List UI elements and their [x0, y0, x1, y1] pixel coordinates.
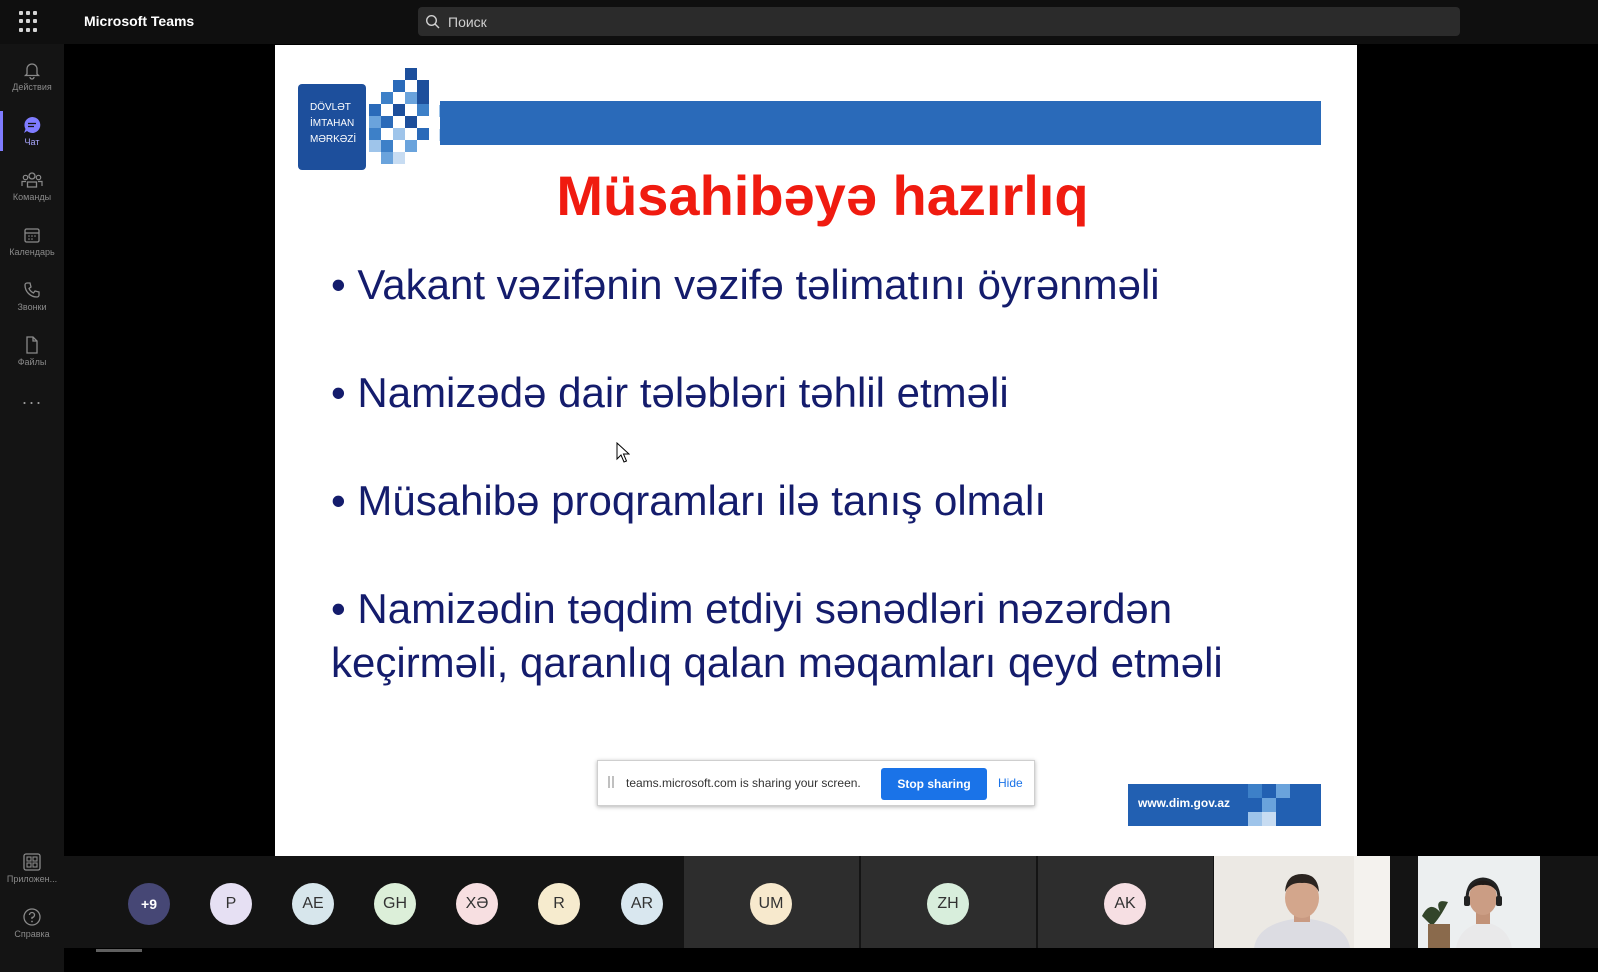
search-icon: [425, 14, 441, 30]
rail-label-files: Файлы: [17, 357, 47, 367]
participants-strip: [64, 856, 1598, 948]
participant-tile[interactable]: [861, 856, 1036, 948]
bullet-item: • Müsahibə proqramları ilə tanış olmalı: [331, 477, 1047, 524]
rail-item-chat[interactable]: [0, 105, 64, 157]
logo-line: MƏRKƏZİ: [310, 134, 357, 145]
rail-item-calls[interactable]: [0, 270, 64, 322]
rail-label-calendar: Календарь: [9, 247, 55, 257]
share-message: teams.microsoft.com is sharing your screen.: [626, 776, 861, 790]
participant-tile[interactable]: [1038, 856, 1213, 948]
participant-avatar[interactable]: AE: [292, 883, 334, 925]
phone-icon: [22, 280, 42, 300]
header-bar: [440, 101, 1321, 145]
participant-avatar[interactable]: R: [538, 883, 580, 925]
rail-label-chat: Чат: [24, 137, 40, 147]
more-participants-badge[interactable]: +9: [128, 883, 170, 925]
footer-banner: [1128, 784, 1321, 826]
rail-item-help[interactable]: [0, 897, 64, 949]
apps-icon: [22, 852, 42, 872]
rail-item-apps[interactable]: [0, 842, 64, 894]
participant-avatar[interactable]: GH: [374, 883, 416, 925]
help-icon: [22, 907, 42, 927]
stop-sharing-button[interactable]: Stop sharing: [881, 768, 987, 800]
footer-url: www.dim.gov.az: [1138, 796, 1231, 810]
participant-avatar: ZH: [927, 883, 969, 925]
person-video-image: [1214, 856, 1390, 948]
participant-avatar: AK: [1104, 883, 1146, 925]
logo-line: DÖVLƏT: [310, 102, 351, 113]
rail-label-teams: Команды: [12, 192, 52, 202]
participant-avatar[interactable]: P: [210, 883, 252, 925]
strip-footer: [64, 948, 1598, 972]
bullet-item: • Namizədə dair tələbləri təhlil etməli: [331, 369, 1009, 416]
title-bar: [0, 0, 1598, 44]
rail-item-teams[interactable]: [0, 160, 64, 212]
app-launcher-icon[interactable]: [19, 11, 41, 33]
teams-icon: [21, 170, 43, 190]
calendar-icon: [22, 225, 42, 245]
rail-label-calls: Звонки: [17, 302, 47, 312]
screen-share-notification: [597, 760, 1035, 806]
rail-label-activity: Действия: [12, 82, 52, 92]
search-box[interactable]: [418, 7, 1460, 36]
participant-avatar[interactable]: XƏ: [456, 883, 498, 925]
bullet-item: • Namizədin təqdim etdiyi sənədləri nəzərdən: [331, 585, 1173, 632]
chat-icon: [22, 115, 42, 135]
file-icon: [22, 335, 42, 355]
logo-text: [310, 100, 356, 148]
app-rail: [0, 44, 64, 972]
participant-avatar[interactable]: AR: [621, 883, 663, 925]
participant-video[interactable]: [1214, 856, 1390, 948]
shared-slide: [275, 45, 1357, 856]
participant-tile[interactable]: [684, 856, 859, 948]
bullet-item: • Vakant vəzifənin vəzifə təlimatını öyrənməli: [331, 261, 1160, 308]
scroll-indicator[interactable]: [96, 949, 142, 952]
slide-title: Müsahibəyə hazırlıq: [556, 164, 1089, 227]
participant-avatar: UM: [750, 883, 792, 925]
rail-item-activity[interactable]: [0, 50, 64, 102]
hide-button[interactable]: Hide: [998, 776, 1023, 790]
mouse-cursor-icon: [616, 442, 630, 464]
search-input[interactable]: Поиск: [448, 14, 487, 30]
rail-label-help: Справка: [14, 929, 50, 939]
drag-handle-icon[interactable]: [608, 776, 614, 788]
rail-item-calendar[interactable]: [0, 215, 64, 267]
more-apps-button[interactable]: ···: [21, 392, 43, 412]
person-video-image: [1418, 856, 1540, 948]
rail-item-files[interactable]: [0, 325, 64, 377]
logo-line: İMTAHAN: [310, 118, 355, 129]
bell-icon: [22, 60, 42, 80]
participant-video[interactable]: [1418, 856, 1540, 948]
bullet-item-continuation: keçirməli, qaranlıq qalan məqamları qeyd etməli: [331, 639, 1223, 686]
rail-label-apps: Приложен...: [6, 874, 58, 884]
app-title: Microsoft Teams: [84, 13, 195, 29]
